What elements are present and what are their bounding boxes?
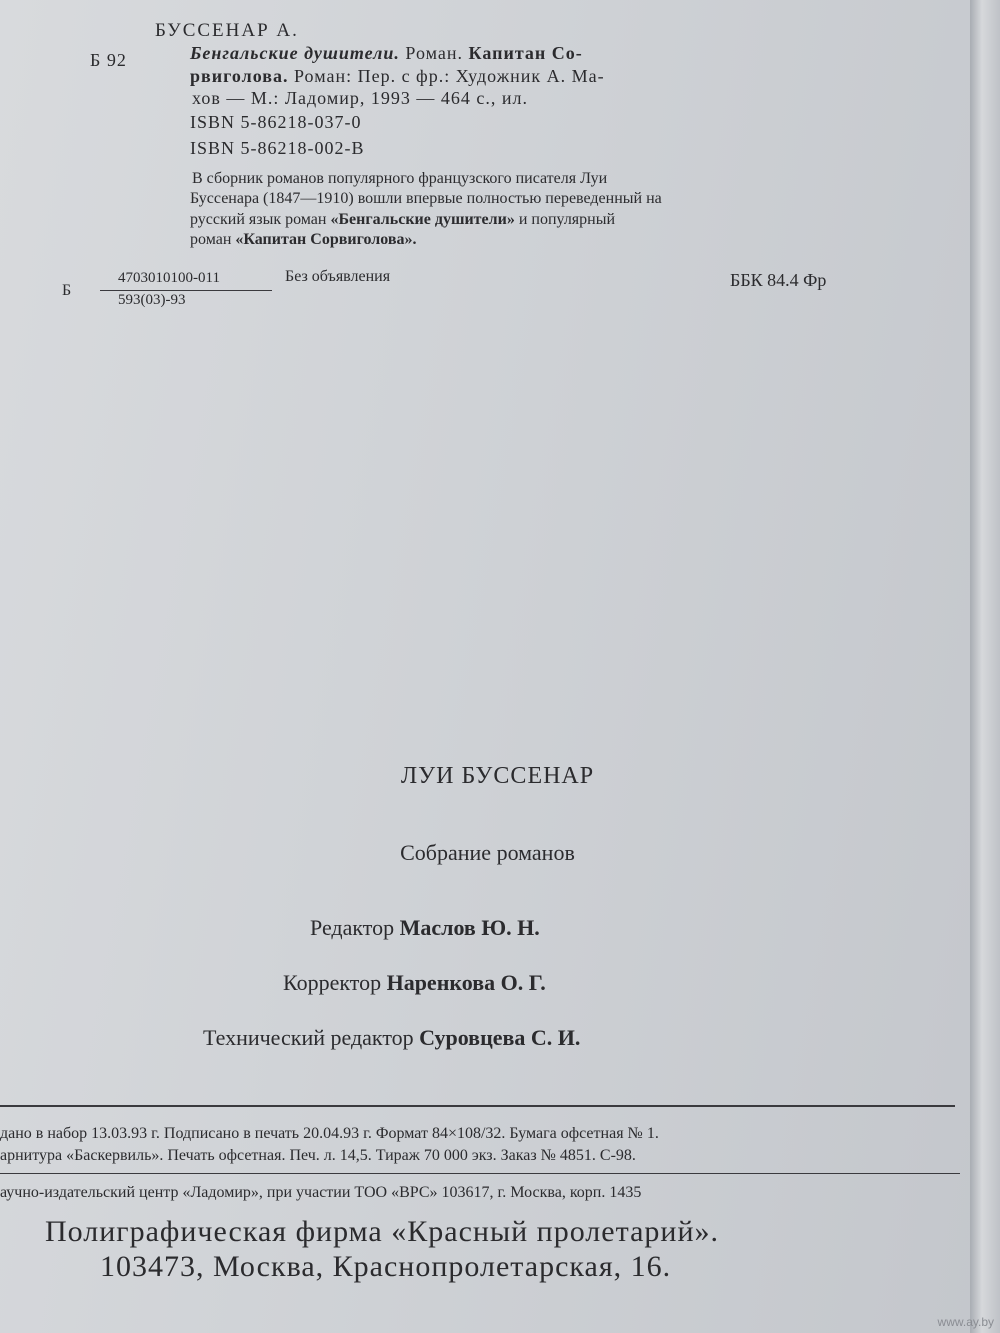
annotation-title-captain: «Капитан Сорвиголова».: [235, 231, 417, 248]
imprint-top-rule: [0, 1105, 955, 1107]
catalog-line-3: хов — М.: Ладомир, 1993 — 464 с., ил.: [192, 88, 528, 108]
catalog-line-1: [190, 43, 583, 64]
proofreader-role: Корректор: [283, 970, 382, 995]
annotation-line-3-c: и популярный: [518, 211, 616, 228]
collection-title: Собрание романов: [400, 840, 575, 865]
tech-editor-line: [203, 1025, 580, 1051]
code-denominator: 593(03)-93: [118, 292, 186, 308]
no-announcement: Без объявления: [285, 268, 391, 285]
catalog-line-2: [190, 66, 605, 87]
annotation-line-3: [190, 211, 615, 229]
site-watermark: www.ay.by: [937, 1315, 994, 1329]
tech-editor-name: Суровцева С. И.: [419, 1025, 581, 1050]
imprint-line-2: арнитура «Баскервиль». Печать офсетная. Печ. л. 14,5. Тираж 70 000 экз. Заказ № 4851. С-98.: [0, 1147, 636, 1164]
isbn-2: ISBN 5-86218-002-B: [190, 138, 365, 158]
index-code: Б 92: [90, 50, 127, 70]
editor-name: Маслов Ю. Н.: [399, 915, 540, 940]
next-page-edge: [970, 0, 1000, 1333]
title-captain-part1: Капитан Со-: [468, 43, 583, 63]
genre-1: Роман.: [405, 43, 463, 63]
annotation-line-3-a: русский язык роман: [190, 211, 327, 228]
imprint-line-3: аучно-издательский центр «Ладомир», при участии ТОО «ВРС» 103617, г. Москва, корп. 1435: [0, 1184, 642, 1201]
code-numerator: 4703010100-011: [118, 270, 220, 286]
editor-role: Редактор: [310, 915, 395, 940]
bbk-code: ББК 84.4 Фр: [730, 270, 827, 290]
author-name: ЛУИ БУССЕНАР: [400, 763, 595, 789]
annotation-title-bengal: «Бенгальские душители»: [330, 211, 515, 228]
author-heading: БУССЕНАР А.: [155, 20, 299, 41]
imprint-line-1: дано в набор 13.03.93 г. Подписано в печать 20.04.93 г. Формат 84×108/32. Бумага офсетная № 1.: [0, 1125, 659, 1142]
catalog-line-2-rest: Роман: Пер. с фр.: Художник А. Ма-: [293, 66, 605, 86]
editor-line: [310, 915, 540, 941]
annotation-line-1: В сборник романов популярного французского писателя Луи: [192, 170, 608, 187]
annotation-line-4: [190, 231, 416, 249]
code-fraction-line: [100, 290, 272, 291]
title-bengal: Бенгальские душители.: [190, 43, 400, 63]
isbn-1: ISBN 5-86218-037-0: [190, 112, 362, 132]
code-prefix: Б: [62, 282, 72, 299]
printer-address: 103473, Москва, Краснопролетарская, 16.: [100, 1250, 672, 1283]
printer-name: Полиграфическая фирма «Красный пролетарий».: [45, 1215, 719, 1248]
tech-editor-role: Технический редактор: [203, 1025, 414, 1050]
imprint-mid-rule: [0, 1173, 960, 1174]
title-captain-part2: рвиголова.: [190, 66, 289, 86]
annotation-line-2: Буссенара (1847—1910) вошли впервые полностью переведенный на: [190, 190, 662, 207]
proofreader-line: [283, 970, 546, 996]
annotation-line-4-a: роман: [190, 231, 232, 248]
proofreader-name: Наренкова О. Г.: [386, 970, 546, 995]
